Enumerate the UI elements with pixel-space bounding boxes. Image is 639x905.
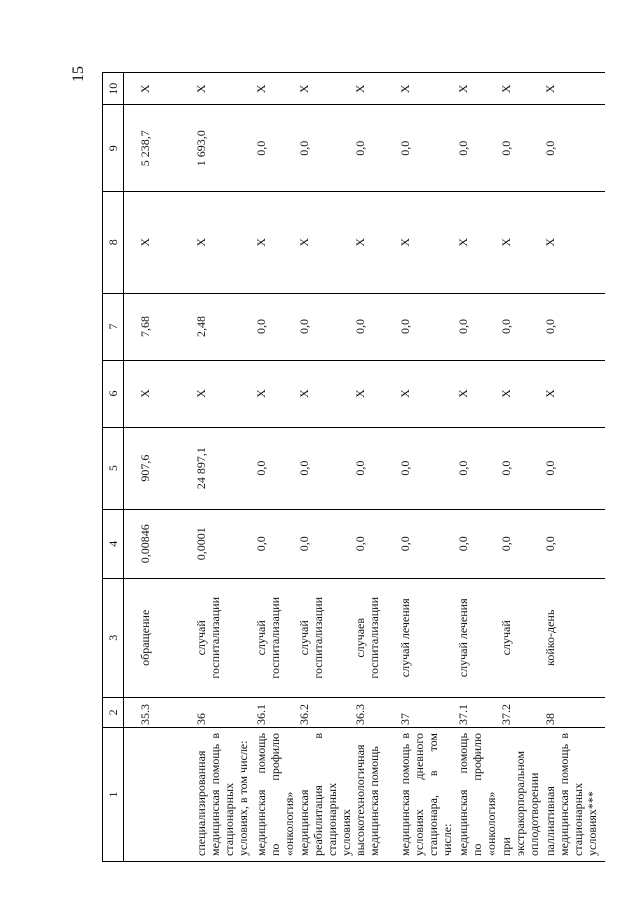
cell-col6: Х	[297, 360, 353, 427]
data-table	[102, 72, 605, 862]
cell-col4: 0,0	[456, 509, 499, 578]
cell-col10: Х	[194, 73, 254, 106]
row-name: паллиативная медицинская помощь в стационарных условиях***	[543, 727, 605, 861]
table-row	[194, 73, 254, 862]
cell-col9: 0,0	[398, 105, 456, 191]
cell-col10: Х	[543, 73, 605, 106]
row-unit: случаев госпитализации	[353, 578, 398, 697]
table-body	[124, 73, 606, 862]
cell-col8: Х	[499, 191, 543, 293]
cell-col6: Х	[543, 360, 605, 427]
cell-col9: 5 238,7	[124, 105, 195, 191]
cell-col10: Х	[499, 73, 543, 106]
table-row	[124, 73, 195, 862]
cell-col10: Х	[353, 73, 398, 106]
cell-col4: 0,0	[254, 509, 297, 578]
row-number: 37.1	[456, 697, 499, 727]
row-name	[124, 727, 195, 861]
cell-col8: Х	[254, 191, 297, 293]
cell-col10: Х	[398, 73, 456, 106]
row-unit: случай	[499, 578, 543, 697]
table-row	[456, 73, 499, 862]
row-name: высокотехнологичная медицинская помощь	[353, 727, 398, 861]
column-header: 9	[103, 105, 124, 191]
table-header	[103, 73, 124, 862]
cell-col8: Х	[353, 191, 398, 293]
cell-col5: 0,0	[499, 427, 543, 509]
cell-col5: 0,0	[456, 427, 499, 509]
cell-col5: 0,0	[353, 427, 398, 509]
cell-col7: 0,0	[543, 293, 605, 360]
cell-col6: Х	[499, 360, 543, 427]
row-number: 36	[194, 697, 254, 727]
column-header: 5	[103, 427, 124, 509]
table-row	[297, 73, 353, 862]
cell-col10: Х	[297, 73, 353, 106]
row-name: специализированная медицинская помощь в стационарных условиях, в том числе:	[194, 727, 254, 861]
cell-col6: Х	[194, 360, 254, 427]
cell-col10: Х	[124, 73, 195, 106]
column-header: 6	[103, 360, 124, 427]
header-row	[103, 73, 124, 862]
cell-col10: Х	[456, 73, 499, 106]
cell-col4: 0,0	[499, 509, 543, 578]
row-name: медицинская помощь по профилю «онкология»	[254, 727, 297, 861]
table-row	[254, 73, 297, 862]
cell-col5: 24 897,1	[194, 427, 254, 509]
cell-col7: 2,48	[194, 293, 254, 360]
cell-col9: 0,0	[543, 105, 605, 191]
column-header: 2	[103, 697, 124, 727]
cell-col6: Х	[456, 360, 499, 427]
cell-col8: Х	[194, 191, 254, 293]
cell-col6: Х	[398, 360, 456, 427]
page-number: 15	[70, 66, 87, 82]
cell-col6: Х	[124, 360, 195, 427]
cell-col9: 0,0	[254, 105, 297, 191]
cell-col9: 0,0	[456, 105, 499, 191]
row-number: 36.1	[254, 697, 297, 727]
row-name: медицинская помощь в условиях дневного стационара, в том числе:	[398, 727, 456, 861]
table-row	[353, 73, 398, 862]
cell-col6: Х	[254, 360, 297, 427]
cell-col8: Х	[398, 191, 456, 293]
cell-col5: 0,0	[543, 427, 605, 509]
column-header: 3	[103, 578, 124, 697]
cell-col8: Х	[124, 191, 195, 293]
row-number: 37.2	[499, 697, 543, 727]
cell-col9: 1 693,0	[194, 105, 254, 191]
column-header: 4	[103, 509, 124, 578]
cell-col4: 0,00846	[124, 509, 195, 578]
column-header: 1	[103, 727, 124, 861]
row-unit: случай госпитализации	[297, 578, 353, 697]
cell-col8: Х	[456, 191, 499, 293]
cell-col8: Х	[543, 191, 605, 293]
row-unit: случай лечения	[456, 578, 499, 697]
row-number: 36.3	[353, 697, 398, 727]
cell-col7: 0,0	[499, 293, 543, 360]
table-row	[398, 73, 456, 862]
cell-col9: 0,0	[499, 105, 543, 191]
cell-col4: 0,0	[398, 509, 456, 578]
cell-col7: 0,0	[398, 293, 456, 360]
row-number: 37	[398, 697, 456, 727]
row-unit: случай госпитализации	[194, 578, 254, 697]
cell-col5: 0,0	[398, 427, 456, 509]
cell-col4: 0,0	[297, 509, 353, 578]
row-name: медицинская помощь по профилю «онкология»	[456, 727, 499, 861]
row-number: 35.3	[124, 697, 195, 727]
row-name: медицинская реабилитация в стационарных условиях	[297, 727, 353, 861]
cell-col5: 907,6	[124, 427, 195, 509]
row-unit: случай лечения	[398, 578, 456, 697]
cell-col9: 0,0	[297, 105, 353, 191]
cell-col7: 0,0	[456, 293, 499, 360]
cell-col4: 0,0	[353, 509, 398, 578]
column-header: 8	[103, 191, 124, 293]
row-unit: случай госпитализации	[254, 578, 297, 697]
cell-col7: 0,0	[353, 293, 398, 360]
cell-col7: 0,0	[297, 293, 353, 360]
row-number: 36.2	[297, 697, 353, 727]
cell-col6: Х	[353, 360, 398, 427]
cell-col5: 0,0	[297, 427, 353, 509]
column-header: 10	[103, 73, 124, 106]
cell-col10: Х	[254, 73, 297, 106]
cell-col5: 0,0	[254, 427, 297, 509]
cell-col7: 7,68	[124, 293, 195, 360]
cell-col4: 0,0001	[194, 509, 254, 578]
cell-col7: 0,0	[254, 293, 297, 360]
row-number: 38	[543, 697, 605, 727]
row-unit: койко-день	[543, 578, 605, 697]
row-unit: обращение	[124, 578, 195, 697]
cell-col9: 0,0	[353, 105, 398, 191]
table-container	[102, 72, 605, 862]
column-header: 7	[103, 293, 124, 360]
cell-col4: 0,0	[543, 509, 605, 578]
table-row	[499, 73, 543, 862]
row-name: при экстракорпоральном оплодотворении	[499, 727, 543, 861]
cell-col8: Х	[297, 191, 353, 293]
table-row	[543, 73, 605, 862]
